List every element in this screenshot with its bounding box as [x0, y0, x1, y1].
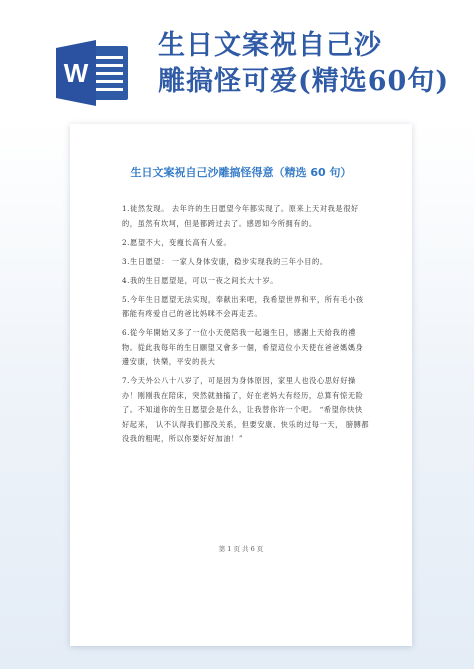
- word-document-icon: [56, 40, 130, 106]
- paragraph-2: 2.愿望不大，变瘦长高有人爱。: [122, 237, 232, 247]
- paragraph-1: 1.徒然发现。 去年许的生日愿望今年都实现了。原来上天对我是很好的，虽然有坎坷，但是都跨过去了。感恩如今所拥有的。: [122, 204, 359, 228]
- document-title: 生日文案祝自己沙雕搞怪得意（精选 60 句）: [130, 166, 352, 179]
- paragraph-7: 7.今天外公八十八岁了，可是因为身体原因，家里人也没心思好好操办！刚刚我在陪床，突然就抽搐了，好在老妈大有经历，总算有惊无险了。不知道你的生日愿望会是什么，让我替你许一个吧。 “希望你快快好起来， 认不认得我们都没关系，但要安康、快乐的过每一天， 膀膊都没我的粗呢，所以你要好好加油！”: [122, 376, 370, 443]
- page-title: [158, 28, 468, 100]
- paragraph-4: 4.我的生日愿望是，可以一夜之间长大十岁。: [122, 275, 279, 285]
- word-logo-letter: W: [63, 58, 89, 88]
- paragraph-5: 5.今年生日愿望无法实现，奉献出来吧，我希望世界和平，所有毛小孩都能有疼爱自己的爸比妈咪不会再走丢。: [122, 294, 364, 318]
- paragraph-6: 6.從今年開始又多了一位小天使陪我一起過生日，感謝上天給我的禮物。從此我每年的生日願望又會多一個，希望這位小天使在爸爸媽媽身邊安康，快樂，平安的長大: [122, 328, 364, 366]
- document-body: [122, 202, 370, 451]
- document-preview[interactable]: [70, 124, 412, 646]
- page-title-line-1: 生日文案祝自己沙: [158, 30, 382, 61]
- page-number-footer: 第 1 页 共 6 页: [218, 545, 264, 553]
- page-title-line-2: 雕搞怪可爱(精选60句): [158, 66, 450, 97]
- paragraph-3: 3.生日愿望： 一家人身体安康，稳步实现我的三年小目的。: [122, 256, 328, 266]
